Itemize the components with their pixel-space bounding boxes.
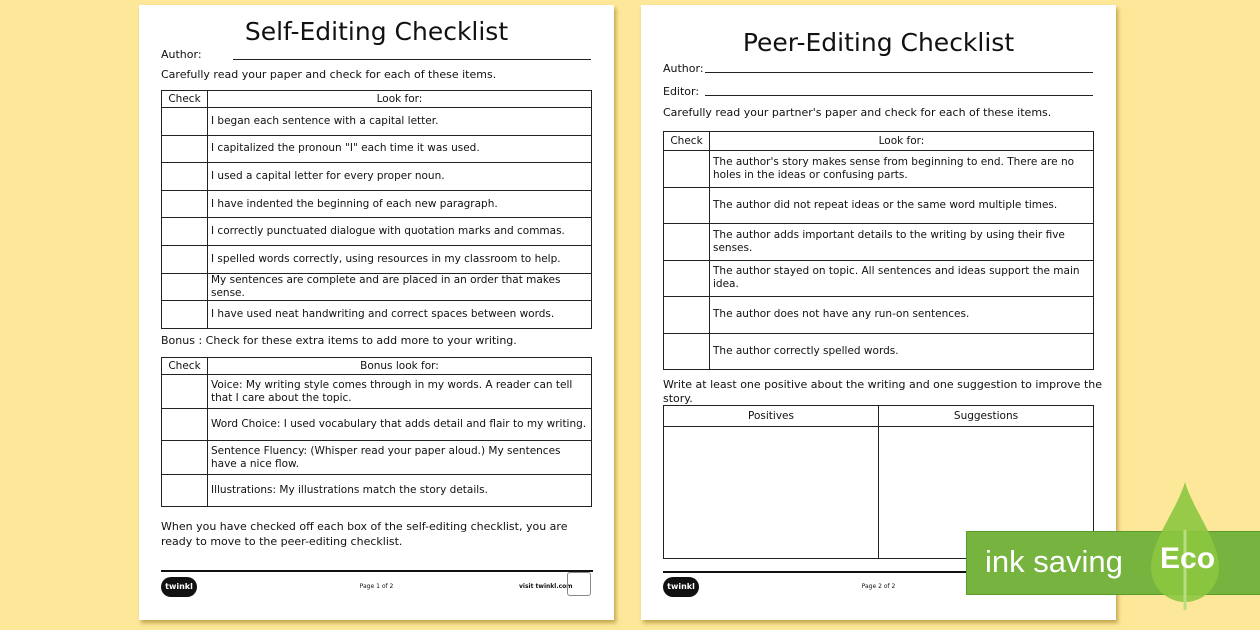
check-box[interactable] [162, 163, 208, 191]
item-text: Voice: My writing style comes through in my words. A reader can tell that I care about the topic. [208, 375, 592, 409]
column-header: Check [664, 132, 710, 151]
column-header: Suggestions [879, 406, 1094, 427]
item-text: The author did not repeat ideas or the same word multiple times. [710, 187, 1094, 224]
check-box[interactable] [162, 301, 208, 329]
check-box[interactable] [162, 218, 208, 246]
item-text: Illustrations: My illustrations match the story details. [208, 475, 592, 507]
column-header: Look for: [208, 91, 592, 108]
check-box[interactable] [162, 245, 208, 273]
item-text: I began each sentence with a capital letter. [208, 108, 592, 136]
check-box[interactable] [162, 441, 208, 475]
website-link[interactable]: visit twinkl.com [519, 583, 573, 590]
check-box[interactable] [162, 190, 208, 218]
page-number: Page 2 of 2 [861, 583, 896, 590]
item-text: The author correctly spelled words. [710, 333, 1094, 370]
table-row [162, 375, 592, 409]
item-text: I correctly punctuated dialogue with quotation marks and commas. [208, 218, 592, 246]
item-text: I capitalized the pronoun "I" each time it was used. [208, 135, 592, 163]
check-box[interactable] [664, 260, 710, 297]
check-box[interactable] [162, 135, 208, 163]
item-text: I used a capital letter for every proper noun. [208, 163, 592, 191]
page-title: Self-Editing Checklist [244, 17, 509, 46]
column-header: Check [162, 358, 208, 375]
item-text: The author does not have any run-on sentences. [710, 297, 1094, 334]
author-field[interactable] [705, 72, 1093, 73]
checklist-table [161, 90, 592, 329]
item-text: My sentences are complete and are placed in an order that makes sense. [208, 273, 592, 301]
table-row [162, 273, 592, 301]
column-header: Bonus look for: [208, 358, 592, 375]
item-text: The author's story makes sense from beginning to end. There are no holes in the ideas or confusing parts. [710, 151, 1094, 188]
positives-cell[interactable] [664, 427, 879, 559]
table-row [162, 301, 592, 329]
table-row [664, 224, 1094, 261]
table-row [162, 218, 592, 246]
column-header: Check [162, 91, 208, 108]
table-row [664, 187, 1094, 224]
item-text: I have used neat handwriting and correct spaces between words. [208, 301, 592, 329]
bonus-intro: Bonus : Check for these extra items to add more to your writing. [161, 334, 517, 347]
table-row [664, 260, 1094, 297]
item-text: The author adds important details to the writing by using their five senses. [710, 224, 1094, 261]
table-row [162, 108, 592, 136]
twinkl-logo: twinkl [161, 577, 197, 597]
table-row [664, 151, 1094, 188]
item-text: The author stayed on topic. All sentences and ideas support the main idea. [710, 260, 1094, 297]
column-header: Positives [664, 406, 879, 427]
self-editing-page [139, 5, 614, 620]
table-row [162, 475, 592, 507]
check-box[interactable] [664, 333, 710, 370]
page-title: Peer-Editing Checklist [742, 28, 1015, 57]
check-box[interactable] [664, 187, 710, 224]
editor-field[interactable] [705, 95, 1093, 96]
check-box[interactable] [664, 297, 710, 334]
page-number: Page 1 of 2 [359, 583, 394, 590]
footer-divider [161, 570, 593, 572]
check-box[interactable] [162, 475, 208, 507]
eco-label: Eco [1160, 542, 1216, 575]
item-text: Word Choice: I used vocabulary that adds detail and flair to my writing. [208, 409, 592, 441]
table-row [162, 245, 592, 273]
check-box[interactable] [162, 108, 208, 136]
check-box[interactable] [664, 151, 710, 188]
badge-text: ink saving [985, 544, 1123, 579]
check-box[interactable] [162, 375, 208, 409]
author-label: Author: [663, 62, 704, 75]
editor-label: Editor: [663, 85, 700, 98]
author-field[interactable] [233, 59, 591, 60]
twinkl-logo: twinkl [663, 577, 699, 597]
check-box[interactable] [162, 409, 208, 441]
table-row [664, 333, 1094, 370]
table-row [664, 297, 1094, 334]
author-label: Author: [161, 48, 202, 61]
instructions: Carefully read your paper and check for each of these items. [161, 68, 497, 81]
instructions: Carefully read your partner's paper and check for each of these items. [663, 106, 1052, 119]
column-header: Look for: [710, 132, 1094, 151]
closing-text: When you have checked off each box of the self-editing checklist, you are ready to move to the peer-editing checklist. [161, 520, 568, 548]
table-row [162, 163, 592, 191]
peer-editing-page [641, 5, 1116, 620]
check-box[interactable] [664, 224, 710, 261]
feedback-intro: Write at least one positive about the writing and one suggestion to improve the story. [663, 378, 1103, 405]
quality-badge-icon [567, 572, 591, 596]
checklist-table [663, 131, 1094, 370]
table-row [162, 190, 592, 218]
item-text: I have indented the beginning of each new paragraph. [208, 190, 592, 218]
bonus-table [161, 357, 592, 507]
check-box[interactable] [162, 273, 208, 301]
item-text: I spelled words correctly, using resources in my classroom to help. [208, 245, 592, 273]
table-row [162, 135, 592, 163]
table-row [162, 441, 592, 475]
table-row [162, 409, 592, 441]
item-text: Sentence Fluency: (Whisper read your paper aloud.) My sentences have a nice flow. [208, 441, 592, 475]
